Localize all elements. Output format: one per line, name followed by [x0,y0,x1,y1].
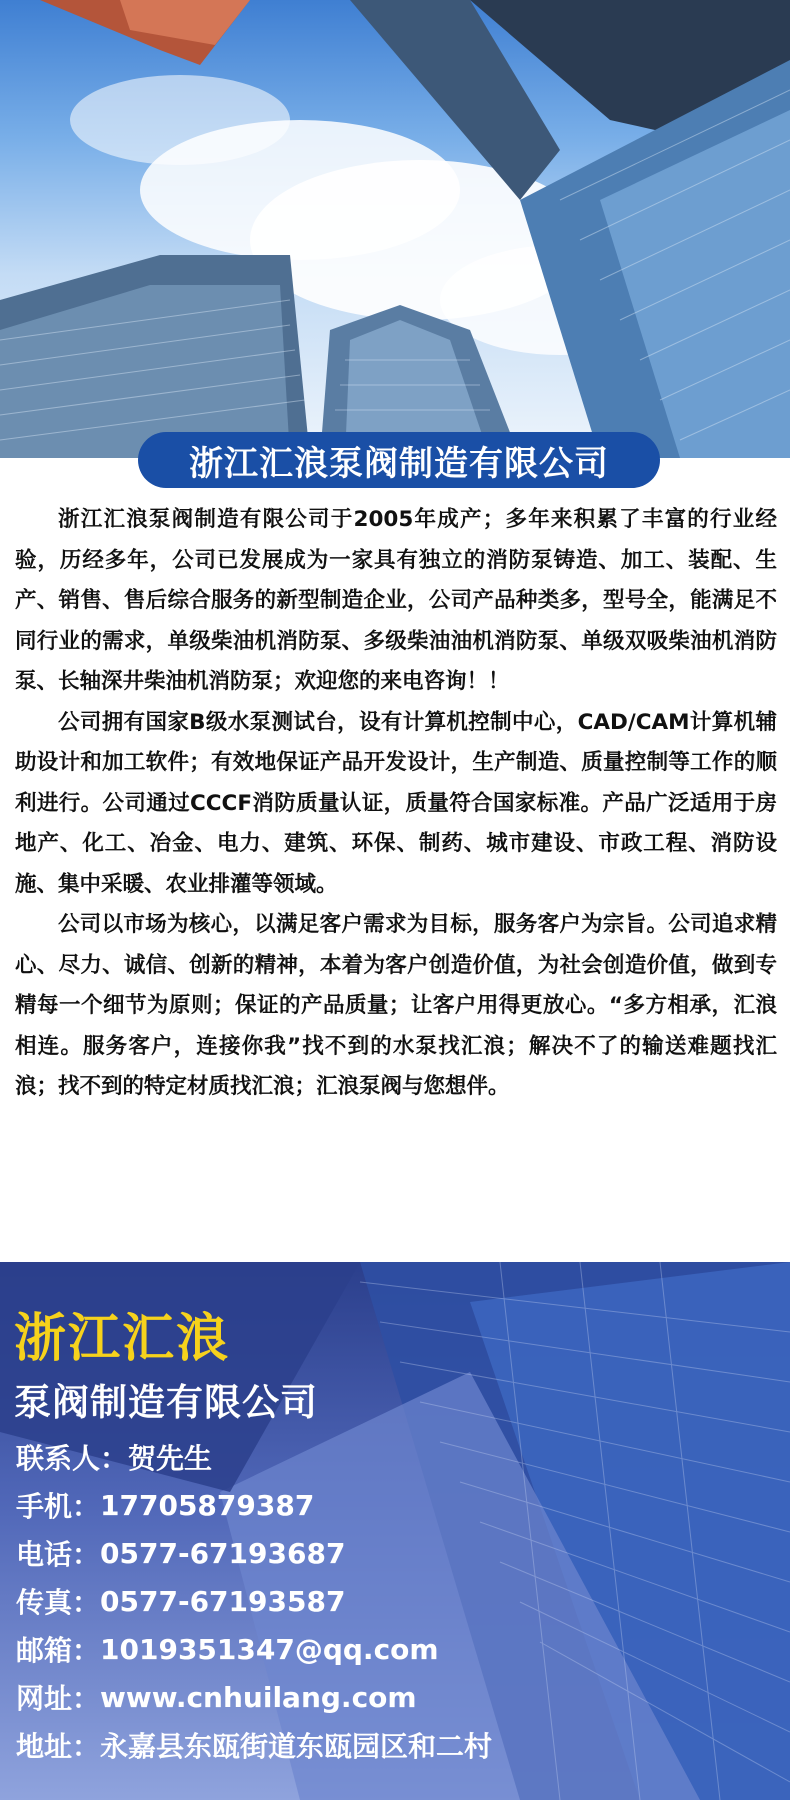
website-label: 网址： [16,1682,101,1715]
website-value: www.cnhuilang.com [100,1680,417,1714]
phone-row [16,1529,776,1577]
mobile-label: 手机： [16,1490,101,1523]
company-title-banner [138,432,660,488]
hero-buildings-illustration [0,0,790,458]
phone-label: 电话： [16,1538,101,1571]
email-row [16,1625,776,1673]
website-row [16,1673,776,1721]
brand-main-name: 浙江汇浪 [14,1309,231,1369]
mobile-row [16,1481,776,1529]
brand-sub-name: 泵阀制造有限公司 [14,1381,318,1424]
contact-person-label: 联系人： [16,1442,129,1475]
fax-value: 0577-67193587 [100,1584,346,1618]
email-label: 邮箱： [16,1634,101,1667]
intro-paragraph-2: 公司拥有国家B级水泵测试台，设有计算机控制中心，CAD/CAM计算机辅助设计和加工软件；有效地保证产品开发设计，生产制造、质量控制等工作的顺利进行。公司通过CCCF消防质量认证，质量符合国家标准。产品广泛适用于房地产、化工、冶金、电力、建筑、环保、制药、城市建设、市政工程、消防设施、集中采暖、农业排灌等领域。 [15,709,777,897]
email-value: 1019351347@qq.com [100,1632,439,1666]
fax-label: 传真： [16,1586,101,1619]
hero-skyscraper-image [0,0,790,458]
contact-list [16,1433,776,1769]
address-row [16,1721,776,1769]
intro-paragraph-3: 公司以市场为核心，以满足客户需求为目标，服务客户为宗旨。公司追求精心、尽力、诚信、创新的精神，本着为客户创造价值，为社会创造价值，做到专精每一个细节为原则；保证的产品质量；让客户用得更放心。“多方相承，汇浪相连。服务客户，连接你我”找不到的水泵找汇浪；解决不了的输送难题找汇浪；找不到的特定材质找汇浪；汇浪泵阀与您想伴。 [15,912,777,1099]
phone-value: 0577-67193687 [100,1536,346,1570]
fax-row [16,1577,776,1625]
address-label: 地址： [16,1730,101,1763]
mobile-value: 17705879387 [100,1488,315,1522]
company-title: 浙江汇浪泵阀制造有限公司 [189,443,609,484]
address-value: 永嘉县东瓯街道东瓯园区和二村 [100,1730,493,1763]
company-intro [15,500,777,1108]
intro-paragraph-1: 浙江汇浪泵阀制造有限公司于2005年成产；多年来积累了丰富的行业经验，历经多年，公司已发展成为一家具有独立的消防泵铸造、加工、装配、生产、销售、售后综合服务的新型制造企业，公司产品种类多，型号全，能满足不同行业的需求，单级柴油机消防泵、多级柴油油机消防泵、单级双吸柴油机消防泵、长轴深井柴油机消防泵；欢迎您的来电咨询！！ [15,507,777,694]
contact-person-row [16,1433,776,1481]
contact-person-value: 贺先生 [128,1442,213,1475]
